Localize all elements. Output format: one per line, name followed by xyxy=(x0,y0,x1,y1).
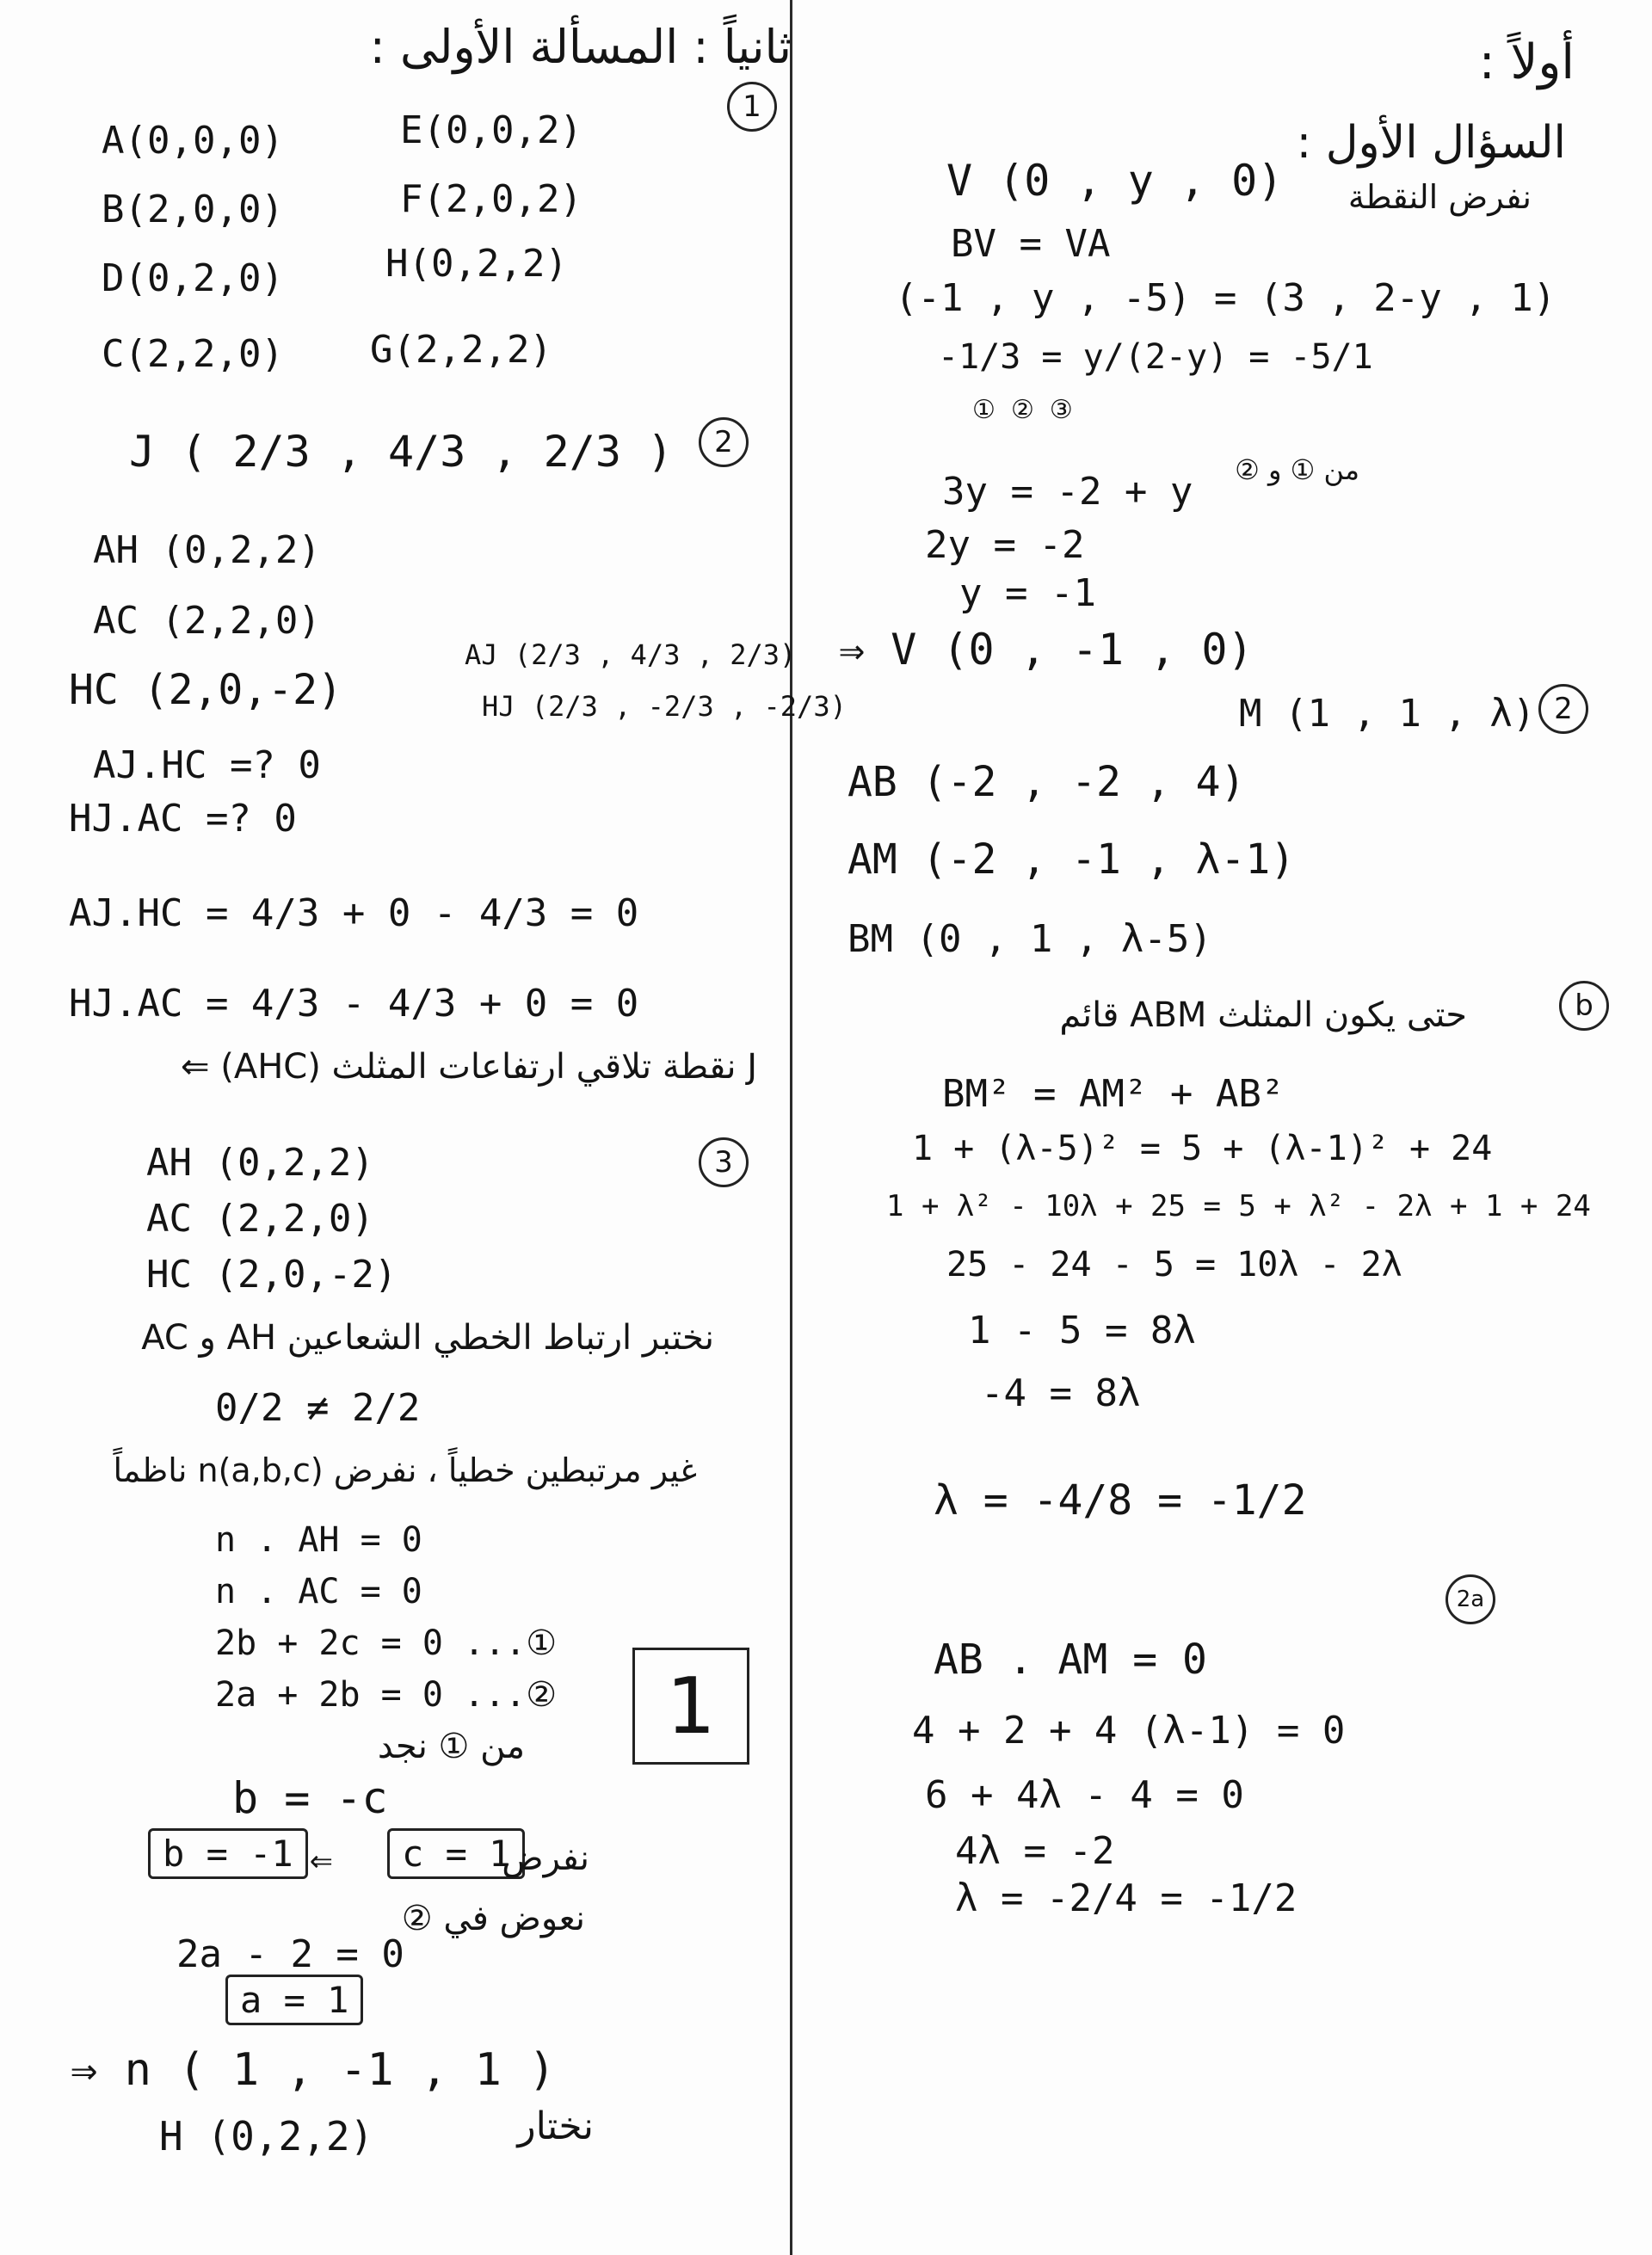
right-mark-2a: 2a xyxy=(1446,1574,1495,1624)
right-heading: أولاً : xyxy=(1478,34,1575,90)
dot-4lambda: 4λ = -2 xyxy=(955,1829,1115,1873)
right-triangle-condition: حتى يكون المثلث ABM قائم xyxy=(1059,995,1467,1035)
check-hj-ac: HJ.AC =? 0 xyxy=(69,797,297,841)
point-h: H(0,2,2) xyxy=(385,242,568,286)
question-title: السؤال الأول : xyxy=(1296,117,1566,169)
ratio-labels: ① ② ③ xyxy=(972,395,1073,425)
j-orthocenter-conclusion: J نقطة تلاقي ارتفاعات المثلث (AHC) ⇐ xyxy=(181,1047,757,1087)
vector-ac: AC (2,2,0) xyxy=(93,599,321,643)
a-equation: 2a - 2 = 0 xyxy=(176,1932,404,1976)
linear-dependence-test: نختبر ارتباط الخطي الشعاعين AH و AC xyxy=(141,1318,714,1358)
p3-vector-ac: AC (2,2,0) xyxy=(146,1197,374,1241)
simplify-3: -4 = 8λ xyxy=(981,1371,1141,1415)
solve-step-3: y = -1 xyxy=(959,571,1096,615)
equation-1: 2b + 2c = 0 ...① xyxy=(215,1623,558,1663)
expand-2: 1 + λ² - 10λ + 25 = 5 + λ² - 2λ + 1 + 24 xyxy=(886,1189,1591,1223)
left-mark-3: 3 xyxy=(699,1137,749,1187)
ratio-check: 0/2 ≠ 2/2 xyxy=(215,1386,421,1430)
p3-vector-hc: HC (2,0,-2) xyxy=(146,1253,398,1297)
pythagoras: BM² = AM² + AB² xyxy=(942,1072,1285,1116)
column-divider xyxy=(790,0,792,2255)
vector-aj-side: AJ (2/3 , 4/3 , 2/3) xyxy=(465,638,797,671)
v-result: ⇒ V (0 , -1 , 0) xyxy=(839,625,1254,675)
vector-hj-side: HJ (2/3 , -2/3 , -2/3) xyxy=(482,690,847,723)
normal-vector-result: ⇒ n ( 1 , -1 , 1 ) xyxy=(71,2044,556,2096)
p3-vector-ah: AH (0,2,2) xyxy=(146,1141,374,1185)
solve-step-1: 3y = -2 + y xyxy=(942,470,1193,514)
dot-simplify: 6 + 4λ - 4 = 0 xyxy=(925,1773,1244,1817)
normal-vector-assumption: غير مرتبطين خطياً ، نفرض n(a,b,c) ناظماً xyxy=(113,1451,697,1489)
c-value-box: c = 1 xyxy=(387,1828,525,1879)
from-1-and-2: من ① و ② xyxy=(1235,453,1359,486)
b-value-box: b = -1 xyxy=(148,1828,308,1879)
point-g: G(2,2,2) xyxy=(370,328,552,372)
assume-label: نفرض xyxy=(502,1839,589,1878)
bv-equals-va: BV = VA xyxy=(951,222,1111,266)
point-v: V (0 , y , 0) xyxy=(946,156,1284,206)
ratio-equation: -1/3 = y/(2-y) = -5/1 xyxy=(938,337,1373,377)
point-b: B(2,0,0) xyxy=(102,188,284,231)
point-f: F(2,0,2) xyxy=(400,177,583,221)
calc-aj-hc: AJ.HC = 4/3 + 0 - 4/3 = 0 xyxy=(69,891,639,935)
from-eq1: من ① نجد xyxy=(377,1727,525,1766)
a-value-box: a = 1 xyxy=(225,1975,363,2025)
vector-ab: AB (-2 , -2 , 4) xyxy=(848,758,1246,806)
n-dot-ah: n . AH = 0 xyxy=(215,1520,422,1560)
vector-ah: AH (0,2,2) xyxy=(93,528,321,572)
solve-step-2: 2y = -2 xyxy=(925,523,1085,567)
b-equals-minus-c: b = -c xyxy=(232,1773,388,1823)
n-dot-ac: n . AC = 0 xyxy=(215,1572,422,1611)
point-d: D(0,2,0) xyxy=(102,256,284,300)
expand-1: 1 + (λ-5)² = 5 + (λ-1)² + 24 xyxy=(912,1129,1493,1168)
simplify-1: 25 - 24 - 5 = 10λ - 2λ xyxy=(946,1245,1402,1285)
vector-bm: BM (0 , 1 , λ-5) xyxy=(848,917,1212,961)
simplify-2: 1 - 5 = 8λ xyxy=(968,1309,1196,1352)
point-c: C(2,2,0) xyxy=(102,332,284,376)
right-mark-2: 2 xyxy=(1538,684,1588,734)
lambda-result-1: λ = -4/8 = -1/2 xyxy=(934,1476,1307,1525)
vector-am: AM (-2 , -1 , λ-1) xyxy=(848,835,1296,884)
chosen-point-h: H (0,2,2) xyxy=(159,2113,374,2160)
equation-2: 2a + 2b = 0 ...② xyxy=(215,1675,558,1715)
left-heading: ثانياً : المسألة الأولى : xyxy=(369,20,792,74)
left-mark-1: 1 xyxy=(727,82,777,132)
dot-product-zero: AB . AM = 0 xyxy=(934,1636,1207,1684)
substitute-label: نعوض في ② xyxy=(401,1899,585,1938)
vector-equality: (-1 , y , -5) = (3 , 2-y , 1) xyxy=(895,276,1556,320)
right-mark-b: b xyxy=(1559,981,1609,1031)
check-aj-hc: AJ.HC =? 0 xyxy=(93,743,321,787)
point-e: E(0,0,2) xyxy=(400,108,583,152)
question-number-box: 1 xyxy=(632,1648,749,1765)
assume-point: نفرض النقطة xyxy=(1347,178,1532,216)
calc-hj-ac: HJ.AC = 4/3 - 4/3 + 0 = 0 xyxy=(69,982,639,1026)
dot-expand: 4 + 2 + 4 (λ-1) = 0 xyxy=(912,1709,1346,1753)
point-j: J ( 2/3 , 4/3 , 2/3 ) xyxy=(129,427,674,477)
left-mark-2: 2 xyxy=(699,417,749,467)
choose-label: نختار xyxy=(517,2104,594,2148)
point-m: M (1 , 1 , λ) xyxy=(1239,692,1536,736)
vector-hc: HC (2,0,-2) xyxy=(69,666,342,714)
point-a: A(0,0,0) xyxy=(102,119,284,163)
implies-arrow: ⇐ xyxy=(310,1838,333,1882)
lambda-result-2: λ = -2/4 = -1/2 xyxy=(955,1876,1298,1920)
